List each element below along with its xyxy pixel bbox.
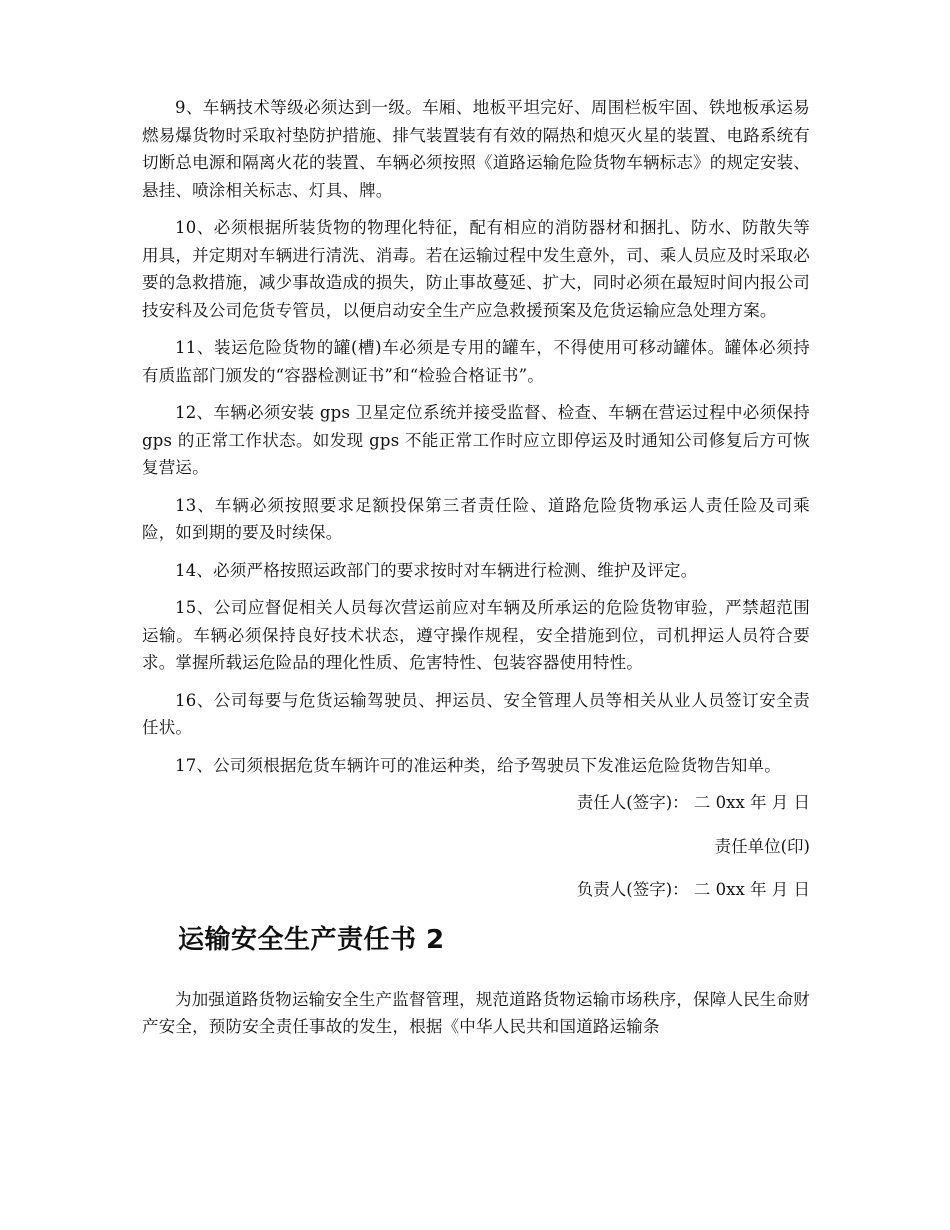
responsible-unit-seal-line: 责任单位(印) <box>714 836 810 856</box>
principal-signature-line: 负责人(签字)： 二 0xx 年 月 日 <box>576 880 810 899</box>
clause-9: 9、车辆技术等级必须达到一级。车厢、地板平坦完好、周围栏板牢固、铁地板承运易燃易爆货物时采取衬垫防护措施、排气装置装有有效的隔热和熄灭火星的装置、电路系统有切断总电源和隔离火花的装置、车辆必须按照《道路运输危险货物车辆标志》的规定安装、悬挂、喷涂相关标志、灯具、牌。 <box>142 98 810 200</box>
document-body <box>142 94 810 1051</box>
clause-11: 11、装运危险货物的罐(槽)车必须是专用的罐车，不得使用可移动罐体。罐体必须持有质监部门颁发的“容器检测证书”和“检验合格证书”。 <box>142 338 810 385</box>
clause-12: 12、车辆必须安装 gps 卫星定位系统并接受监督、检查、车辆在营运过程中必须保持 gps 的正常工作状态。如发现 gps 不能正常工作时应立即停运及时通知公司修复后方可恢复营运。 <box>142 403 810 477</box>
clause-15: 15、公司应督促相关人员每次营运前应对车辆及所承运的危险货物审验，严禁超范围运输。车辆必须保持良好技术状态，遵守操作规程，安全措施到位，司机押运人员符合要求。掌握所载运危险品的理化性质、危害特性、包装容器使用特性。 <box>142 598 810 672</box>
clause-16: 16、公司每要与危货运输驾驶员、押运员、安全管理人员等相关从业人员签订安全责任状。 <box>142 690 810 737</box>
section-2-heading: 运输安全生产责任书 2 <box>178 924 445 955</box>
clause-13: 13、车辆必须按照要求足额投保第三者责任险、道路危险货物承运人责任险及司乘险，如到期的要及时续保。 <box>142 495 810 542</box>
clause-14: 14、必须严格按照运政部门的要求按时对车辆进行检测、维护及评定。 <box>175 560 698 580</box>
section-2-intro: 为加强道路货物运输安全生产监督管理，规范道路货物运输市场秩序，保障人民生命财产安全，预防安全责任事故的发生，根据《中华人民共和国道路运输条 <box>142 989 810 1036</box>
clause-10: 10、必须根据所装货物的物理化特征，配有相应的消防器材和捆扎、防水、防散失等用具，并定期对车辆进行清洗、消毒。若在运输过程中发生意外，司、乘人员应及时采取必要的急救措施，减少事故造成的损失，防止事故蔓延、扩大，同时必须在最短时间内报公司技安科及公司危货专管员，以便启动安全生产应急救援预案及危货运输应急处理方案。 <box>142 218 810 320</box>
responsible-person-signature-line: 责任人(签字)： 二 0xx 年 月 日 <box>576 793 810 812</box>
clause-17: 17、公司须根据危货车辆许可的准运种类，给予驾驶员下发准运危险货物告知单。 <box>175 755 781 775</box>
